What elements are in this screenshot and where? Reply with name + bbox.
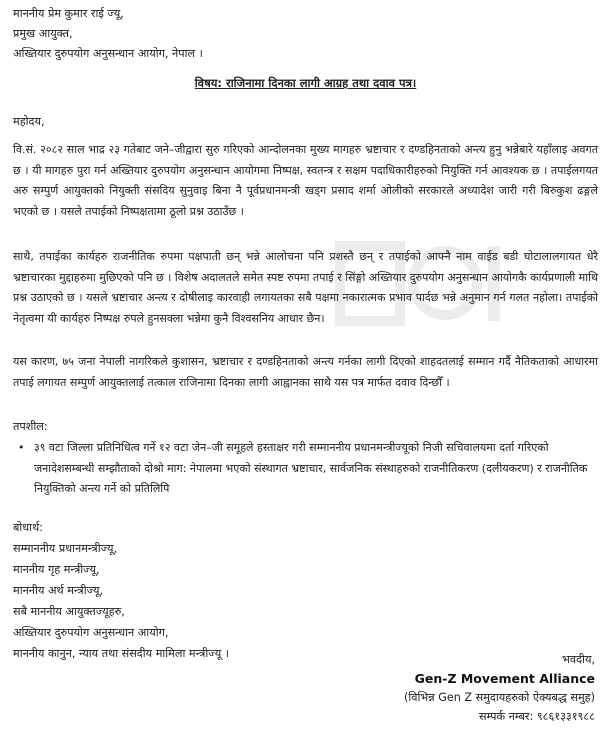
body-paragraph-1: वि.सं. २०८२ साल भाद्र २३ गतेबाट जने–जीद्वारा सुरु गरिएको आन्दोलनका मुख्य मागहरु भ्रष्टाचार र दण्डहिनताको अन्त्य हुनु भन्नेबारे यहाँलाइ अवगत छ । यी मागहरु पुरा गर्न अख्तियार दुरुपयोग अनुसन्धान आयोगमा निष्पक्ष, स्वतन्त्र र सक्षम पदाधिकारीहरुको नियुक्ति गर्न आवश्यक छ । तपाईलगयत अरु सम्पुर्ण आयुक्तको नियुक्ती संसदिय सुनुवाइ बिना नै पूर्वप्रधानमन्त्री खड्ग प्रसाद शर्मा ओलीको सरकारले अध्यादेश जारी गरी बिरुकुश ढङ्गले भएको छ । यसले तपाईको निष्पक्षतामा ठूलो प्रश्न उठाउँछ । — [13, 143, 598, 218]
recipient-address — [13, 4, 203, 64]
signatory-description: (विभिन्न Gen Z समुदायहरुको ऐक्यबद्ध समुह) — [404, 691, 595, 704]
cc-label: बोधार्थ: — [13, 521, 43, 534]
enclosure-item — [18, 438, 600, 500]
recipient-name: माननीय प्रेम कुमार राई ज्यू, — [13, 7, 124, 20]
enclosure-label: तपशील: — [13, 420, 48, 433]
signatory-organization: Gen-Z Movement Alliance — [414, 671, 595, 686]
body-paragraph-3: यस कारण, ७५ जना नेपाली नागरिकले कुशासन, भ्रष्टाचार र दण्डहिनताको अन्त्य गर्नका लागी दिएको शाहदतलाई सम्मान गर्दै नैतिकताको आधारमा तपाई लगायत सम्पुर्ण आयुक्तलाई तत्काल राजिनामा दिनका लागी आह्वानका साथै यस पत्र मार्फत दवाव दिन्छौँ । — [13, 355, 598, 389]
body-paragraph-2: साथै, तपाईका कार्यहरु राजनीतिक रुपमा पक्षपाती छन् भन्ने आलोचना पनि प्रशस्तै छन् र तपाईको आफ्नै नाम वाईड बडी घोटालालगायत धेरै भ्रष्टाचारका मुद्दाहरुमा मुछिएको पनि छ । विशेष अदालतले समेत स्पष्ट रुपमा तपाई र सिंङ्गो अख्तियार दुरुपयोग अनुसन्धान आयोगकै कार्यप्रणाली माथि प्रश्न उठाएको छ । यसले भ्रष्टाचार अन्त्य र दोषीलाइ कारवाही लगायतका सबै पक्षमा नकारात्मक प्रभाव पार्दछ भन्ने अनुमान गर्न गलत नहोला। तपाईको नेतृत्वमा यी कार्यहरु निष्पक्ष रुपले हुनसक्ला भन्नेमा कुनै विश्वसनिय आधार छैन। — [13, 250, 598, 325]
salutation: महोदय, — [13, 115, 45, 128]
subject-text: विषय: राजिनामा दिनका लागी आग्रह तथा दवाव पत्र। — [194, 76, 417, 90]
cc-list — [13, 538, 229, 664]
cc-item: माननीय अर्थ मन्त्रीज्यू, — [13, 584, 104, 597]
contact-number: सम्पर्क नम्बर: ९८६१३३१९८८ — [479, 710, 595, 723]
recipient-title: प्रमुख आयुक्त, — [13, 27, 73, 40]
closing: भवदीय, — [562, 653, 595, 666]
recipient-organization: अख्तियार दुरुपयोग अनुसन्धान आयोग, नेपाल । — [13, 47, 203, 60]
subject-line — [0, 76, 611, 91]
cc-item: माननीय गृह मन्त्रीज्यू, — [13, 563, 100, 576]
signature-block — [404, 650, 595, 726]
enclosure-item-text: ३९ वटा जिल्ला प्रतिनिधित्व गर्ने १२ वटा जेन–जी समूहले हस्ताक्षर गरी सम्माननीय प्रधानमन्त्रीज्यूको निजी सचिवालयमा दर्ता गरिएको जनादेशसम्बन्धी सम्झौताको दोश्रो माग: नेपालमा भएको संस्थागत भ्रष्टाचार, सार्वजनिक संस्थाहरुको राजनीतिकरण (दलीयकरण) र राजनीतिक नियुक्तिको अन्त्य गर्ने को प्रतिलिपि — [34, 441, 588, 495]
cc-item: माननीय कानुन, न्याय तथा संसदीय मामिला मन्त्रीज्यू । — [13, 647, 229, 660]
bullet-icon: • — [18, 441, 25, 454]
cc-item: अख्तियार दुरुपयोग अनुसन्धान आयोग, — [13, 626, 169, 639]
cc-item: सबै माननीय आयुक्तज्यूहरु, — [13, 605, 125, 618]
cc-item: सम्माननीय प्रधानमन्त्रीज्यू, — [13, 542, 118, 555]
